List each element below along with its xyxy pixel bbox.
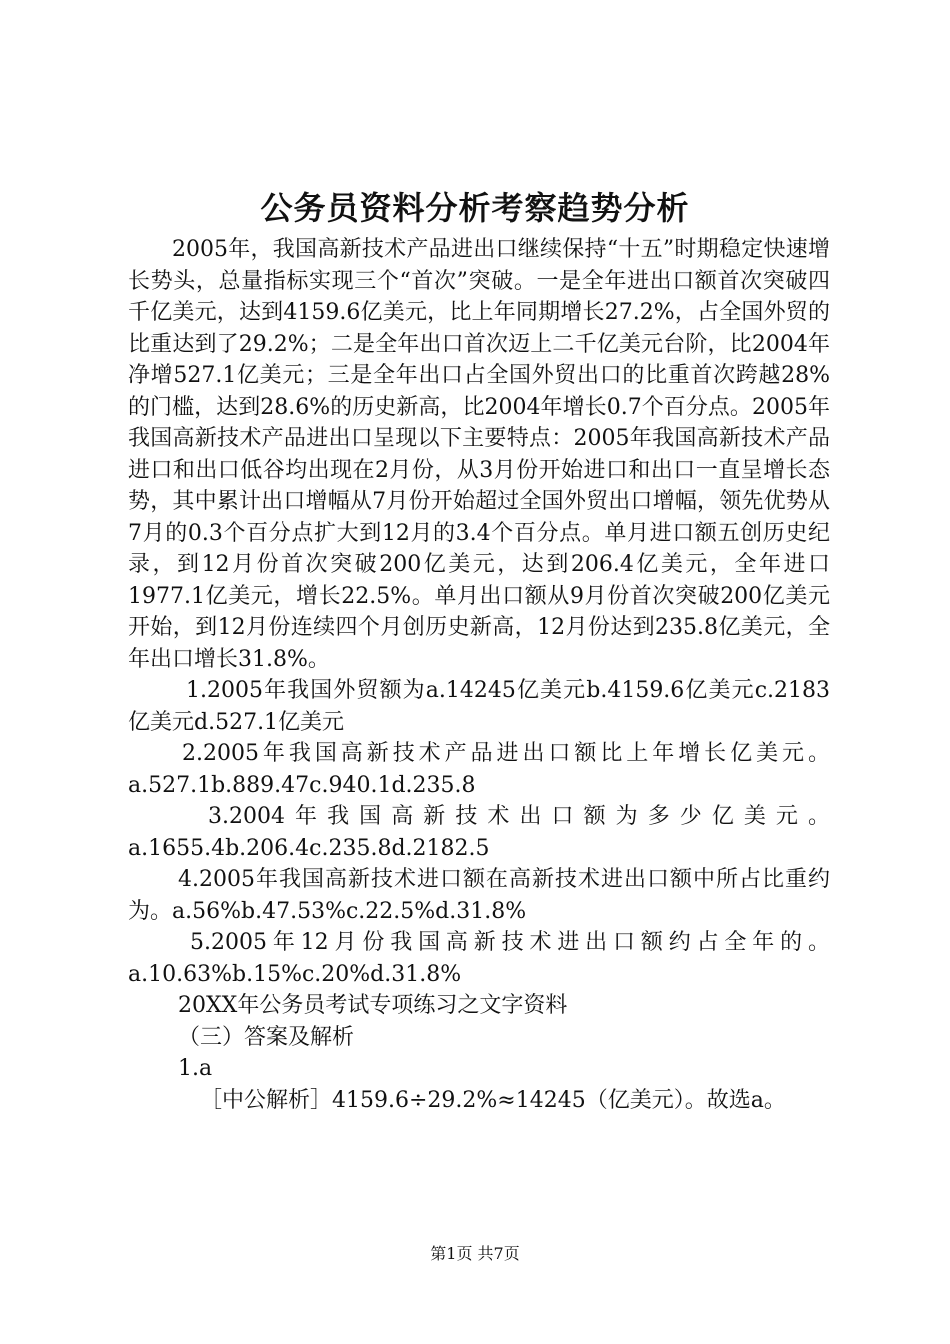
analysis-1: ［中公解析］4159.6÷29.2%≈14245（亿美元）。故选a。 (200, 1087, 786, 1113)
question-5: 5.2005年12月份我国高新技术进出口额约占全年的。a.10.63%b.15%c.20%d.31.8% (128, 930, 830, 987)
answer-1: 1.a (178, 1056, 213, 1081)
page-footer: 第1页 共7页 (430, 1244, 520, 1263)
question-3: 3.2004年我国高新技术出口额为多少亿美元。a.1655.4b.206.4c.235.8d.2182.5 (128, 804, 830, 861)
section-heading: 20XX年公务员考试专项练习之文字资料 (178, 993, 568, 1018)
question-1: 1.2005年我国外贸额为a.14245亿美元b.4159.6亿美元c.2183亿美元d.527.1亿美元 (128, 678, 830, 735)
document-title: 公务员资料分析考察趋势分析 (260, 189, 690, 227)
question-2: 2.2005年我国高新技术产品进出口额比上年增长亿美元。a.527.1b.889.47c.940.1d.235.8 (128, 741, 830, 798)
document-body (128, 234, 830, 1116)
answers-heading: （三）答案及解析 (178, 1024, 355, 1050)
intro-paragraph: 2005年，我国高新技术产品进出口继续保持“十五”时期稳定快速增长势头，总量指标实现三个“首次”突破。一是全年进出口额首次突破四千亿美元，达到4159.6亿美元，比上年同期增长27.2%，占全国外贸的比重达到了29.2%；二是全年出口首次迈上二千亿美元台阶，比2004年净增527.1亿美元；三是全年出口占全国外贸出口的比重首次跨越28%的门槛，达到28.6%的历史新高，比2004年增长0.7个百分点。2005年我国高新技术产品进出口呈现以下主要特点：2005年我国高新技术产品进口和出口低谷均出现在2月份，从3月份开始进口和出口一直呈增长态势，其中累计出口增幅从7月份开始超过全国外贸出口增幅，领先优势从7月的0.3个百分点扩大到12月的3.4个百分点。单月进口额五创历史纪录，到12月份首次突破200亿美元，达到206.4亿美元，全年进口1977.1亿美元，增长22.5%。单月出口额从9月份首次突破200亿美元开始，到12月份连续四个月创历史新高，12月份达到235.8亿美元，全年出口增长31.8%。 (128, 237, 830, 672)
question-4: 4.2005年我国高新技术进口额在高新技术进出口额中所占比重约为。a.56%b.47.53%c.22.5%d.31.8% (128, 867, 830, 924)
